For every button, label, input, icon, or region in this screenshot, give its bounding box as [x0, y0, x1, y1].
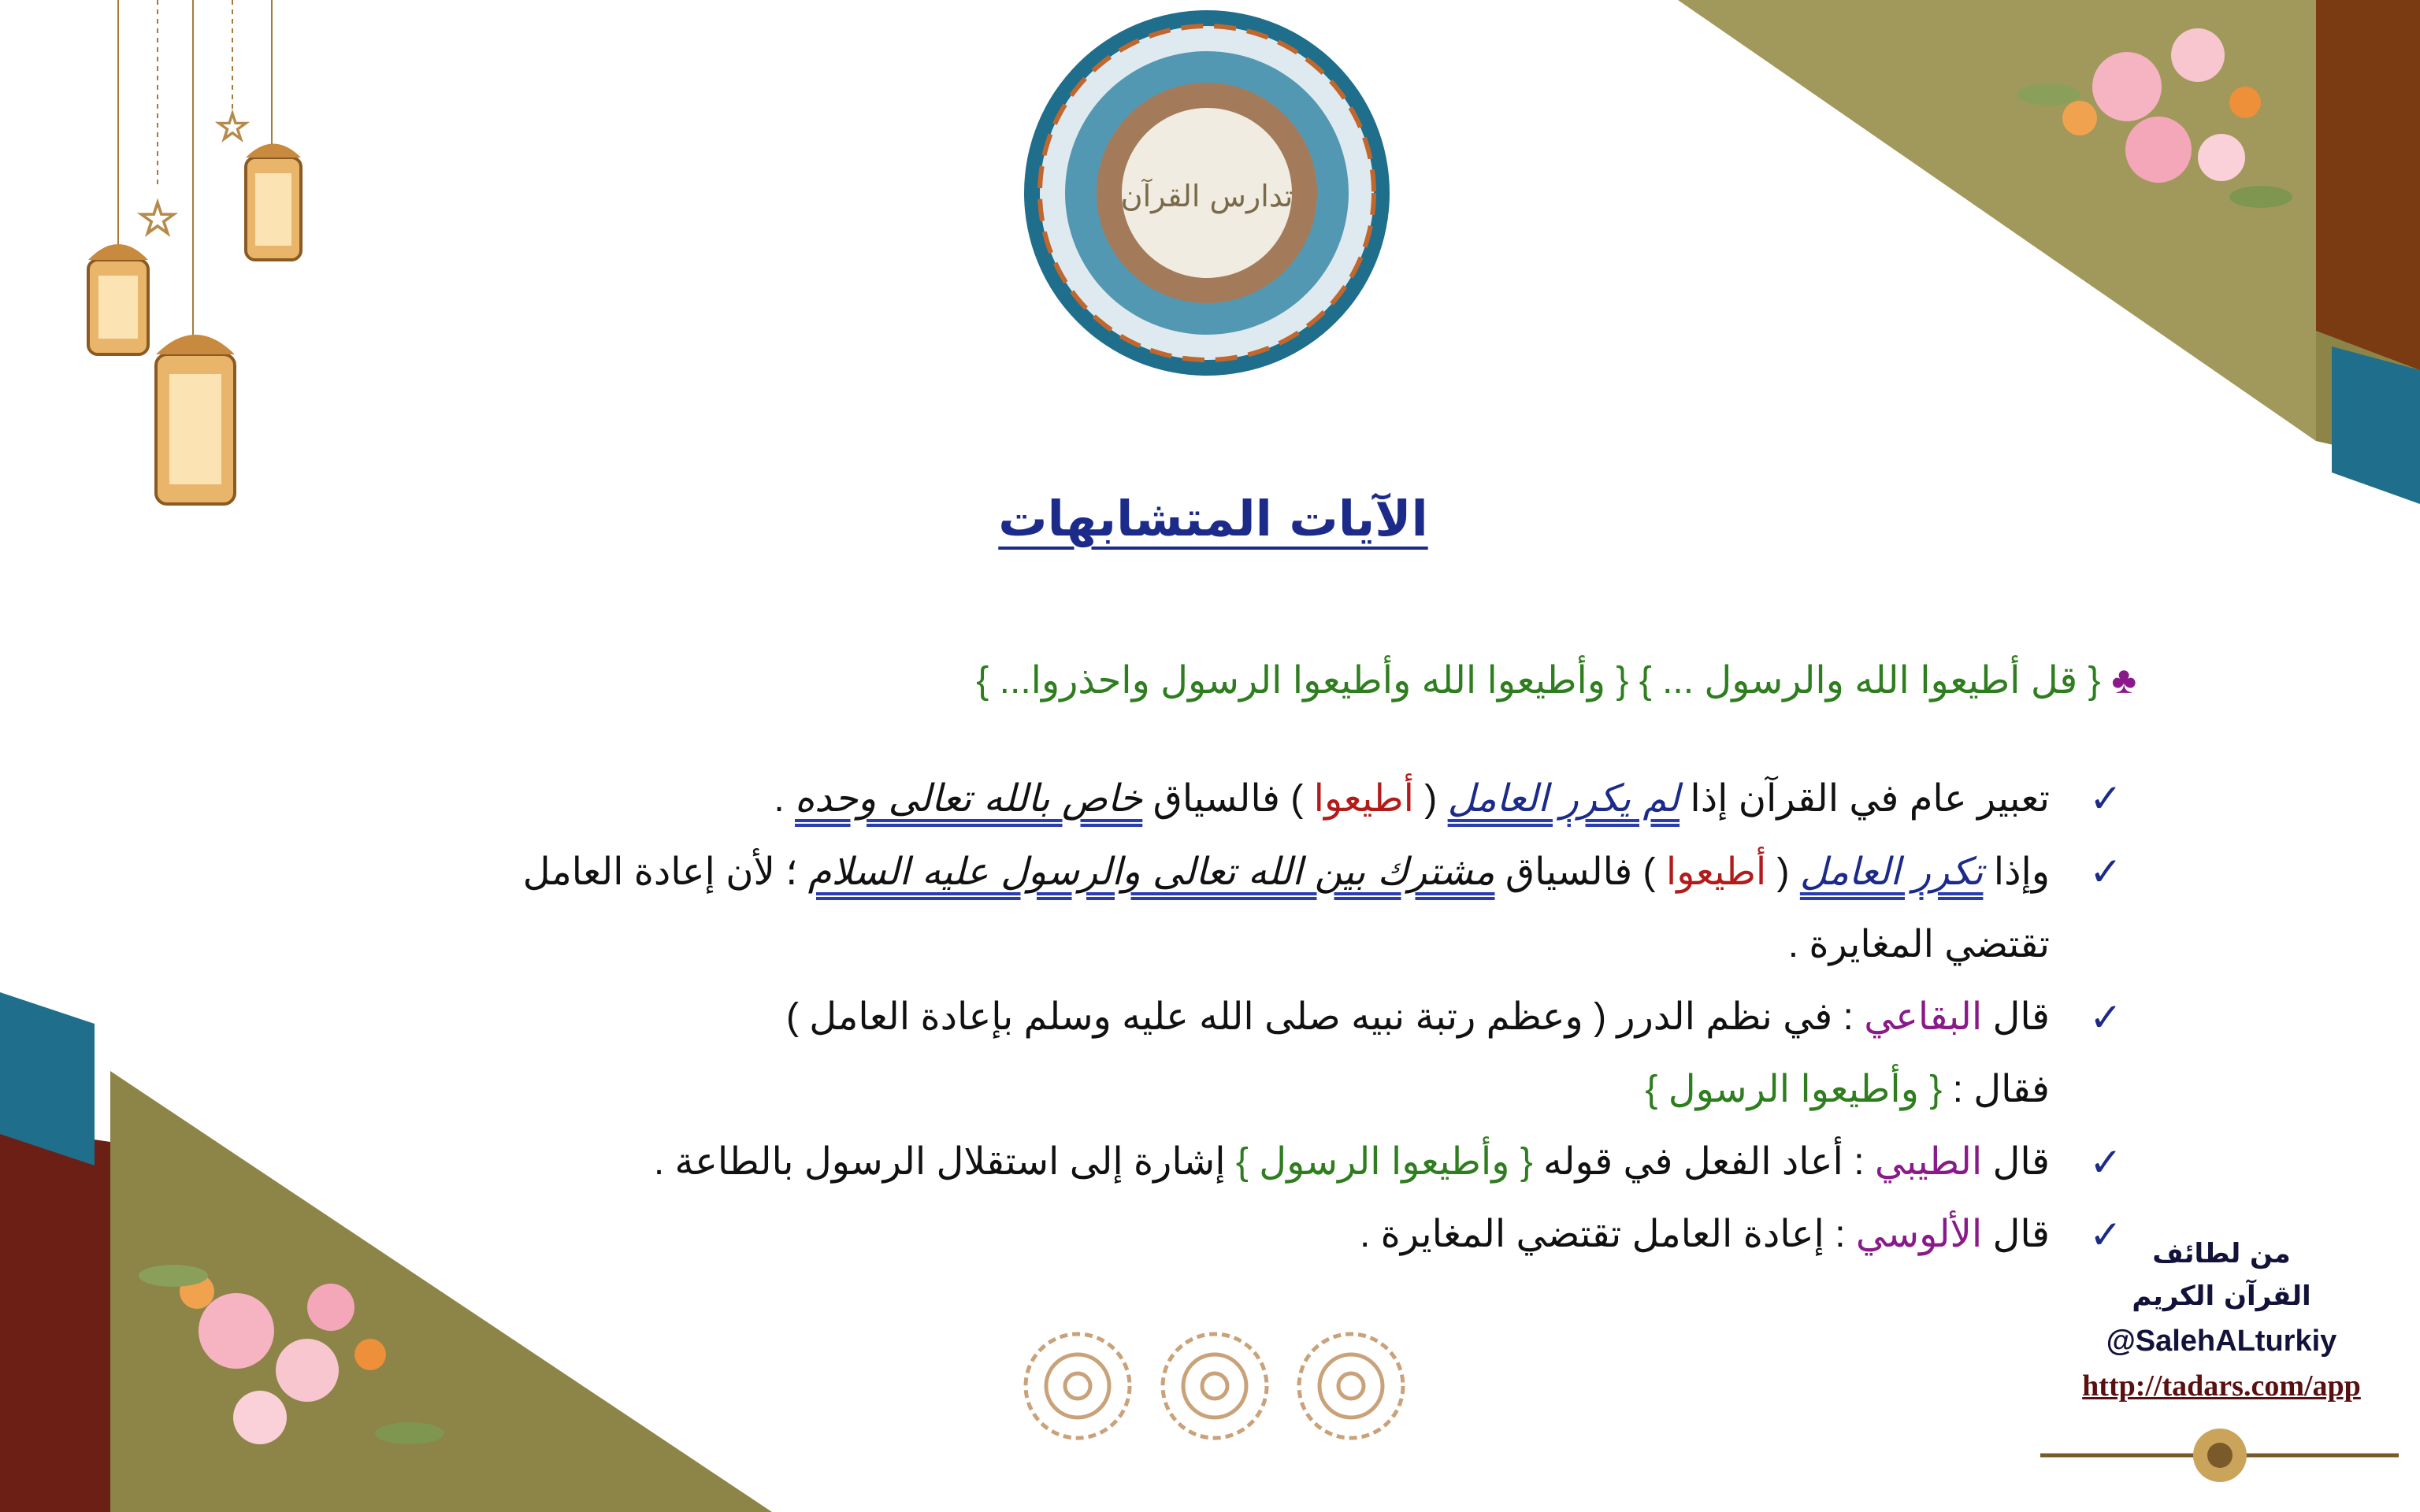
- lantern-icon: [246, 144, 301, 261]
- verse-quote: { وأطيعوا الرسول }: [1235, 1141, 1533, 1183]
- top-right-teal-band: [2332, 346, 2420, 504]
- ornament-icon: [2040, 1429, 2399, 1482]
- star-icon: ☆: [136, 191, 179, 246]
- scholar-name: الألوسي: [1855, 1214, 1983, 1255]
- scholar-name: البقاعي: [1864, 996, 1983, 1038]
- list-item-continuation: [268, 909, 2050, 981]
- list-item: [268, 762, 2122, 836]
- text-run: تقتضي المغايرة .: [1787, 924, 2050, 965]
- lantern-icon: [88, 244, 148, 354]
- top-right-maroon-band: [2316, 0, 2420, 370]
- text-run: .: [774, 778, 795, 820]
- text-run: : إعادة العامل تقتضي المغايرة .: [1360, 1214, 1856, 1255]
- keyword: مشترك بين الله تعالى والرسول عليه السلام: [807, 850, 1495, 894]
- text-run: (: [1766, 851, 1800, 893]
- text-run: : أعاد الفعل في قوله: [1532, 1141, 1875, 1183]
- check-icon: ✓: [2089, 1213, 2122, 1257]
- list-item: [268, 1126, 2122, 1199]
- points-list: [268, 762, 2122, 1271]
- list-item: [268, 836, 2122, 909]
- ornament-icon: [1026, 1334, 1403, 1438]
- star-icon: ☆: [214, 104, 251, 150]
- signature-url-link[interactable]: http://tadars.com/app: [2082, 1369, 2361, 1403]
- check-icon: ✓: [2089, 1140, 2122, 1184]
- bottom-left-maroon-band: [0, 1126, 110, 1512]
- keyword: أطيعوا: [1665, 851, 1767, 893]
- text-run: فقال :: [1942, 1069, 2050, 1110]
- keyword: أطيعوا: [1313, 778, 1414, 820]
- scholar-name: الطيبي: [1874, 1141, 1983, 1183]
- list-item: [268, 1199, 2122, 1271]
- logo-text: تدارس القرآن: [1120, 179, 1294, 213]
- list-item-continuation: [268, 1054, 2050, 1126]
- text-run: إشارة إلى استقلال الرسول بالطاعة .: [653, 1141, 1236, 1183]
- club-icon: ♣: [2111, 660, 2136, 702]
- verse-quote: { وأطيعوا الرسول }: [1645, 1069, 1943, 1110]
- text-run: ؛ لأن إعادة العامل: [522, 851, 808, 893]
- verse-line: [976, 658, 2136, 702]
- lantern-icon: [156, 335, 235, 504]
- check-icon: ✓: [2089, 995, 2122, 1040]
- text-run: تعبير عام في القرآن إذا: [1680, 778, 2050, 820]
- text-run: ) فالسياق: [1142, 778, 1314, 820]
- text-run: وإذا: [1983, 851, 2050, 893]
- page-title: الآيات المتشابهات: [998, 490, 1428, 547]
- text-run: قال: [1982, 1214, 2050, 1255]
- text-run: (: [1413, 778, 1448, 820]
- keyword: لم يكرر العامل: [1447, 776, 1680, 821]
- keyword: تكرر العامل: [1799, 850, 1984, 894]
- text-run: قال: [1982, 996, 2050, 1038]
- signature-line2: القرآن الكريم: [2132, 1280, 2311, 1312]
- verse-text: { قل أطيعوا الله والرسول ... } { وأطيعوا الله وأطيعوا الرسول واحذروا... }: [976, 660, 2101, 702]
- signature-handle: @SalehALturkiy: [2106, 1325, 2337, 1358]
- check-icon: ✓: [2089, 850, 2122, 894]
- text-run: ) فالسياق: [1494, 851, 1666, 893]
- list-item: [268, 981, 2122, 1054]
- text-run: : في نظم الدرر ( وعظم رتبة نبيه صلى الله عليه وسلم بإعادة العامل ): [785, 996, 1865, 1038]
- check-icon: ✓: [2089, 776, 2122, 821]
- text-run: قال: [1982, 1141, 2050, 1183]
- keyword: خاص بالله تعالى وحده: [794, 776, 1143, 821]
- signature-line1: من لطائف: [2152, 1238, 2291, 1269]
